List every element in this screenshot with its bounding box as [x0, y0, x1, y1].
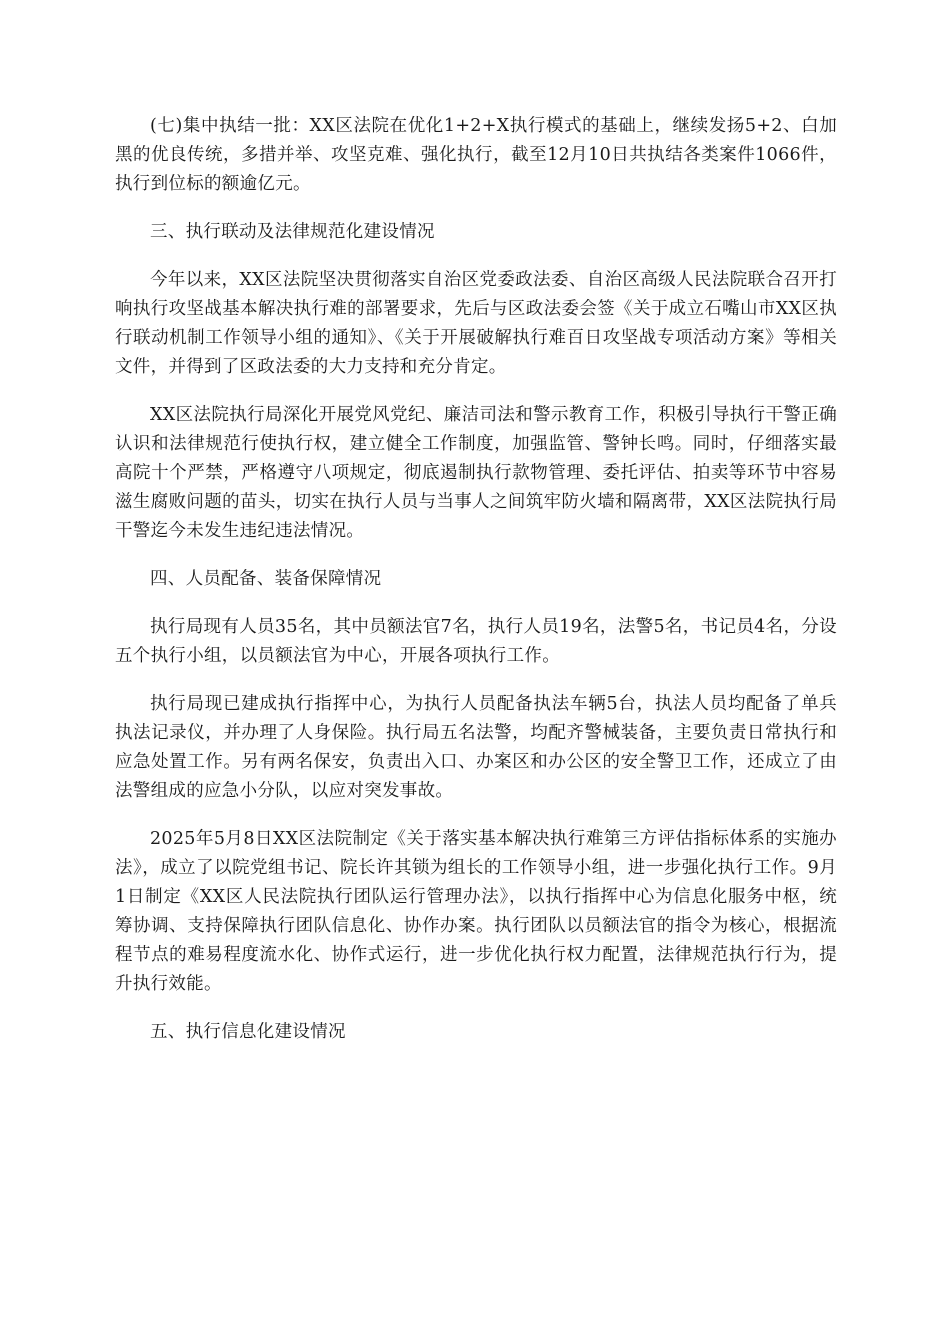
document-body	[115, 112, 837, 1066]
section-heading-4: 四、人员配备、装备保障情况	[150, 569, 382, 589]
paragraph-third-party-evaluation: 2025年5月8日XX区法院制定《关于落实基本解决执行难第三方评估指标体系的实施办法》，成立了以院党组书记、院长许其锁为组长的工作领导小组，进一步强化执行工作。9月1日制定《XX区人民法院执行团队运行管理办法》，以执行指挥中心为信息化服务中枢，统筹协调、支持保障执行团队信息化、协作办案。执行团队以员额法官的指令为核心，根据流程节点的难易程度流水化、协作式运行，进一步优化执行权力配置，法律规范执行行为，提升执行效能。	[115, 829, 837, 994]
paragraph-discipline-education: XX区法院执行局深化开展党风党纪、廉洁司法和警示教育工作，积极引导执行干警正确认识和法律规范行使执行权，建立健全工作制度，加强监管、警钟长鸣。同时，仔细落实最高院十个严禁，严格遵守八项规定，彻底遏制执行款物管理、委托评估、拍卖等环节中容易滋生腐败问题的苗头，切实在执行人员与当事人之间筑牢防火墙和隔离带，XX区法院执行局干警迄今未发生违纪违法情况。	[115, 405, 837, 541]
section-heading-3: 三、执行联动及法律规范化建设情况	[150, 222, 435, 242]
paragraph-staffing: 执行局现有人员35名，其中员额法官7名，执行人员19名，法警5名，书记员4名，分设五个执行小组，以员额法官为中心，开展各项执行工作。	[115, 617, 837, 666]
paragraph-equipment: 执行局现已建成执行指挥中心，为执行人员配备执法车辆5台，执法人员均配备了单兵执法记录仪，并办理了人身保险。执行局五名法警，均配齐警械装备，主要负责日常执行和应急处置工作。另有两名保安，负责出入口、办案区和办公区的安全警卫工作，还成立了由法警组成的应急小分队，以应对突发事故。	[115, 694, 837, 801]
paragraph-concentrated-execution: (七)集中执结一批：XX区法院在优化1+2+X执行模式的基础上，继续发扬5+2、白加黑的优良传统，多措并举、攻坚克难、强化执行，截至12月10日共执结各类案件1066件，执行到位标的额逾亿元。	[115, 116, 837, 194]
paragraph-linkage-mechanism: 今年以来，XX区法院坚决贯彻落实自治区党委政法委、自治区高级人民法院联合召开打响执行攻坚战基本解决执行难的部署要求，先后与区政法委会签《关于成立石嘴山市XX区执行联动机制工作领导小组的通知》、《关于开展破解执行难百日攻坚战专项活动方案》等相关文件，并得到了区政法委的大力支持和充分肯定。	[115, 270, 837, 377]
section-heading-5: 五、执行信息化建设情况	[150, 1022, 346, 1042]
